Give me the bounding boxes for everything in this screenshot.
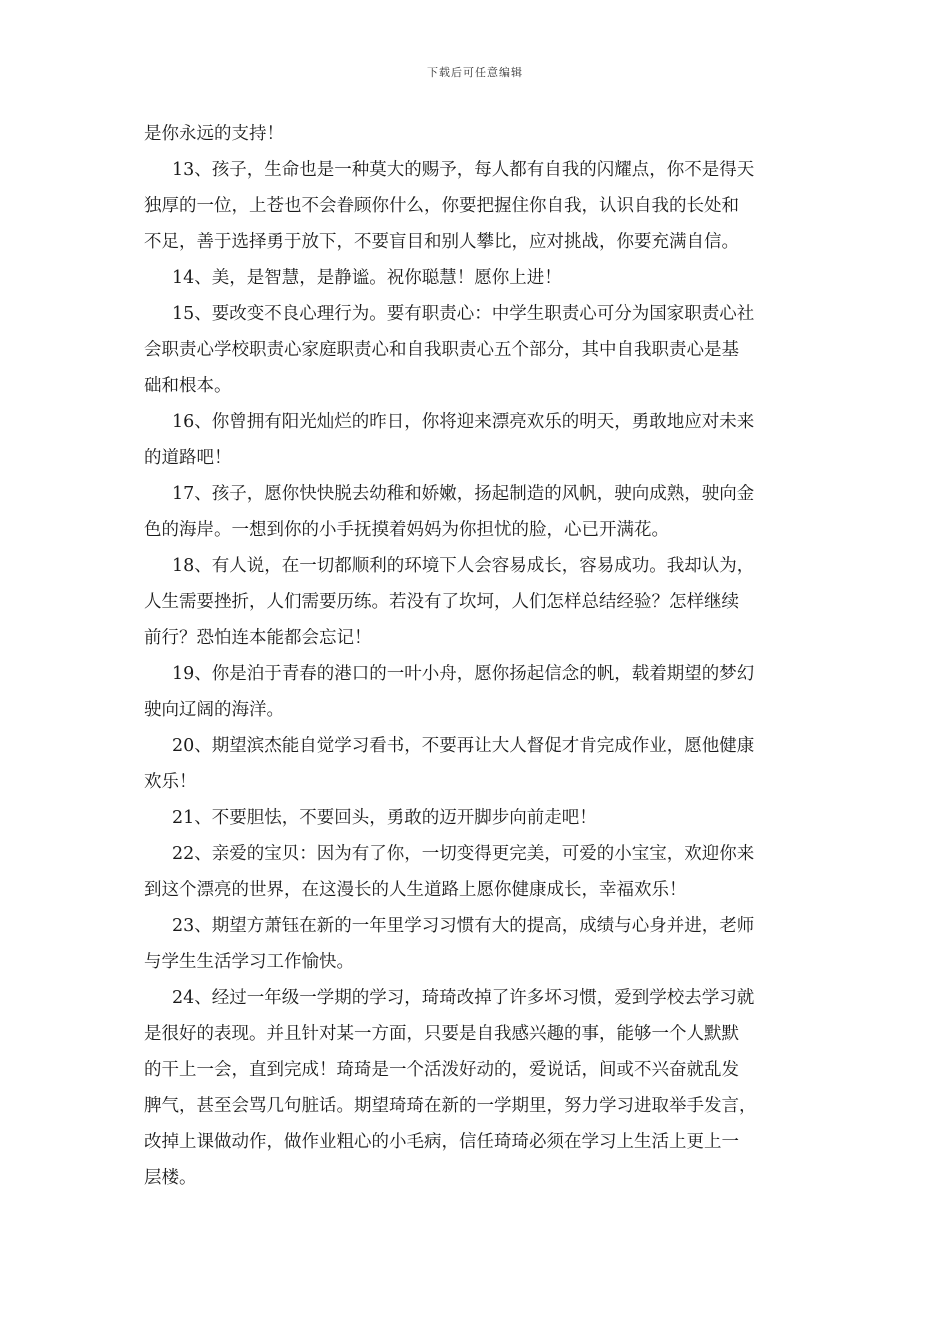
paragraph-first-line: 14、美，是智慧，是静谧。祝你聪慧！愿你上进！	[172, 268, 562, 288]
paragraph-line: 改掉上课做动作，做作业粗心的小毛病，信任琦琦必须在学习上生活上更上一	[144, 1132, 739, 1152]
paragraph-line: 色的海岸。一想到你的小手抚摸着妈妈为你担忧的脸，心已开满花。	[144, 520, 669, 540]
paragraph-first-line: 21、不要胆怯，不要回头，勇敢的迈开脚步向前走吧！	[172, 808, 597, 828]
paragraph-line: 脾气，甚至会骂几句脏话。期望琦琦在新的一学期里，努力学习进取举手发言，	[144, 1096, 757, 1116]
paragraph-first-line: 18、有人说，在一切都顺利的环境下人会容易成长，容易成功。我却认为，	[172, 556, 755, 576]
paragraph-first-line: 23、期望方萧钰在新的一年里学习习惯有大的提高，成绩与心身并进，老师	[172, 916, 755, 936]
paragraph-line: 础和根本。	[144, 376, 232, 396]
page-header: 下载后可任意编辑	[427, 66, 523, 79]
paragraph-first-line: 20、期望滨杰能自觉学习看书，不要再让大人督促才肯完成作业，愿他健康	[172, 736, 755, 756]
paragraph-first-line: 19、你是泊于青春的港口的一叶小舟，愿你扬起信念的帆，载着期望的梦幻	[172, 664, 755, 684]
paragraph-line: 层楼。	[144, 1168, 197, 1188]
paragraph-line: 人生需要挫折，人们需要历练。若没有了坎坷，人们怎样总结经验？怎样继续	[144, 592, 739, 612]
paragraph-line: 独厚的一位，上苍也不会眷顾你什么，你要把握住你自我，认识自我的长处和	[144, 196, 739, 216]
paragraph-first-line: 15、要改变不良心理行为。要有职责心：中学生职责心可分为国家职责心社	[172, 304, 755, 324]
paragraph-line: 是你永远的支持！	[144, 124, 284, 144]
paragraph-first-line: 16、你曾拥有阳光灿烂的昨日，你将迎来漂亮欢乐的明天，勇敢地应对未来	[172, 412, 755, 432]
paragraph-first-line: 17、孩子，愿你快快脱去幼稚和娇嫩，扬起制造的风帆，驶向成熟，驶向金	[172, 484, 755, 504]
paragraph-line: 前行？恐怕连本能都会忘记！	[144, 628, 372, 648]
paragraph-line: 会职责心学校职责心家庭职责心和自我职责心五个部分，其中自我职责心是基	[144, 340, 739, 360]
paragraph-line: 欢乐！	[144, 772, 197, 792]
paragraph-first-line: 24、经过一年级一学期的学习，琦琦改掉了许多坏习惯，爱到学校去学习就	[172, 988, 755, 1008]
paragraph-line: 不足，善于选择勇于放下，不要盲目和别人攀比，应对挑战，你要充满自信。	[144, 232, 739, 252]
paragraph-line: 的干上一会，直到完成！琦琦是一个活泼好动的，爱说话，间或不兴奋就乱发	[144, 1060, 739, 1080]
paragraph-first-line: 22、亲爱的宝贝：因为有了你，一切变得更完美，可爱的小宝宝，欢迎你来	[172, 844, 755, 864]
paragraph-line: 驶向辽阔的海洋。	[144, 700, 284, 720]
paragraph-line: 的道路吧！	[144, 448, 232, 468]
document-body	[144, 116, 812, 1196]
paragraph-first-line: 13、孩子，生命也是一种莫大的赐予，每人都有自我的闪耀点，你不是得天	[172, 160, 755, 180]
paragraph-line: 是很好的表现。并且针对某一方面，只要是自我感兴趣的事，能够一个人默默	[144, 1024, 739, 1044]
paragraph-line: 到这个漂亮的世界，在这漫长的人生道路上愿你健康成长，幸福欢乐！	[144, 880, 687, 900]
paragraph-line: 与学生生活学习工作愉快。	[144, 952, 354, 972]
